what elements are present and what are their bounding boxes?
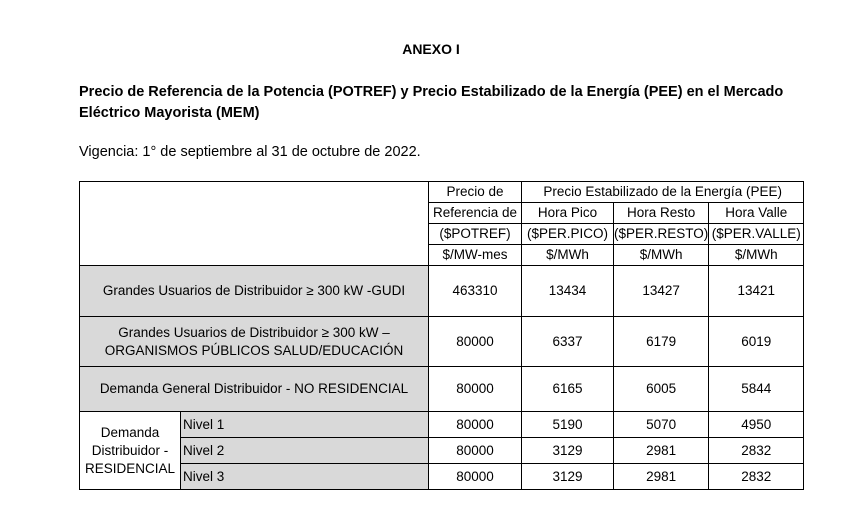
cell-potref: 463310 bbox=[429, 266, 522, 317]
validity-period: Vigencia: 1° de septiembre al 31 de octubre de 2022. bbox=[79, 144, 421, 160]
cell-resto: 5070 bbox=[614, 412, 709, 438]
table-row-no-residencial bbox=[80, 367, 804, 412]
row-label-line1: Grandes Usuarios de Distribuidor ≥ 300 kW – bbox=[118, 324, 390, 340]
header-hora-resto: Hora Resto bbox=[614, 203, 709, 224]
header-empty-cell bbox=[80, 182, 429, 266]
residential-label-line3: RESIDENCIAL bbox=[84, 460, 176, 476]
header-row-1 bbox=[80, 182, 804, 203]
cell-valle: 2832 bbox=[709, 438, 804, 464]
cell-pico: 3129 bbox=[522, 438, 614, 464]
residential-label-line2: Distribuidor - bbox=[91, 442, 169, 458]
cell-potref: 80000 bbox=[429, 317, 522, 367]
table-row-organismos bbox=[80, 317, 804, 367]
header-potref-line2: Referencia de bbox=[429, 203, 522, 224]
cell-valle: 4950 bbox=[709, 412, 804, 438]
pricing-table bbox=[79, 181, 804, 490]
table-row-nivel-3 bbox=[80, 464, 804, 490]
residential-label bbox=[80, 412, 181, 490]
cell-valle: 2832 bbox=[709, 464, 804, 490]
cell-potref: 80000 bbox=[429, 412, 522, 438]
residential-label-line1: Demanda bbox=[100, 424, 160, 440]
table-row-nivel-1 bbox=[80, 412, 804, 438]
header-potref-code: ($POTREF) bbox=[429, 224, 522, 245]
document-heading: Precio de Referencia de la Potencia (POTREF) y Precio Estabilizado de la Energía (PEE) en el Mercado Eléctrico Mayorista (MEM) bbox=[79, 84, 784, 121]
header-valle-unit: $/MWh bbox=[709, 245, 804, 266]
cell-potref: 80000 bbox=[429, 464, 522, 490]
cell-valle: 5844 bbox=[709, 367, 804, 412]
row-label bbox=[80, 317, 429, 367]
cell-pico: 6165 bbox=[522, 367, 614, 412]
cell-valle: 13421 bbox=[709, 266, 804, 317]
table-row-gudi bbox=[80, 266, 804, 317]
cell-pico: 6337 bbox=[522, 317, 614, 367]
cell-resto: 13427 bbox=[614, 266, 709, 317]
row-label: Demanda General Distribuidor - NO RESIDENCIAL bbox=[80, 367, 429, 412]
cell-pico: 13434 bbox=[522, 266, 614, 317]
row-label-line2: ORGANISMOS PÚBLICOS SALUD/EDUCACIÓN bbox=[104, 342, 404, 358]
header-hora-valle: Hora Valle bbox=[709, 203, 804, 224]
level-label: Nivel 1 bbox=[181, 412, 429, 438]
cell-resto: 6005 bbox=[614, 367, 709, 412]
cell-pico: 3129 bbox=[522, 464, 614, 490]
header-potref-line1: Precio de bbox=[429, 182, 522, 203]
header-potref-unit: $/MW-mes bbox=[429, 245, 522, 266]
header-hora-pico: Hora Pico bbox=[522, 203, 614, 224]
header-valle-code: ($PER.VALLE) bbox=[709, 224, 804, 245]
cell-resto: 2981 bbox=[614, 438, 709, 464]
cell-resto: 2981 bbox=[614, 464, 709, 490]
header-pico-code: ($PER.PICO) bbox=[522, 224, 614, 245]
cell-pico: 5190 bbox=[522, 412, 614, 438]
level-label: Nivel 2 bbox=[181, 438, 429, 464]
annex-title: ANEXO I bbox=[402, 41, 460, 57]
header-pico-unit: $/MWh bbox=[522, 245, 614, 266]
level-label: Nivel 3 bbox=[181, 464, 429, 490]
cell-potref: 80000 bbox=[429, 367, 522, 412]
header-resto-unit: $/MWh bbox=[614, 245, 709, 266]
cell-resto: 6179 bbox=[614, 317, 709, 367]
row-label: Grandes Usuarios de Distribuidor ≥ 300 kW -GUDI bbox=[80, 266, 429, 317]
cell-valle: 6019 bbox=[709, 317, 804, 367]
cell-potref: 80000 bbox=[429, 438, 522, 464]
header-resto-code: ($PER.RESTO) bbox=[614, 224, 709, 245]
header-pee-title: Precio Estabilizado de la Energía (PEE) bbox=[522, 182, 804, 203]
table-row-nivel-2 bbox=[80, 438, 804, 464]
